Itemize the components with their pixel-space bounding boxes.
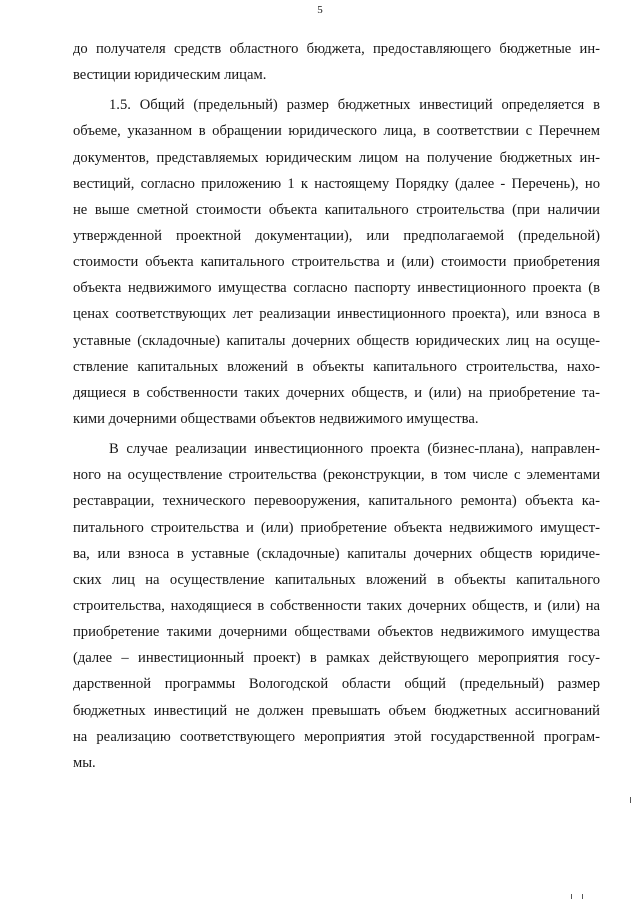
scan-artifact-mark xyxy=(582,894,583,899)
paragraph-2-line: объеме, указанном в обращении юридического лица, в соответствии с Перечнем xyxy=(73,123,600,140)
paragraph-3-line: (далее – инвестиционный проект) в рамках действующего мероприятия госу- xyxy=(73,650,600,667)
paragraph-3-line: реставрации, технического перевооружения, капитального ремонта) объекта ка- xyxy=(73,493,600,510)
paragraph-3-line: бюджетных инвестиций не должен превышать объем бюджетных ассигнований xyxy=(73,702,600,719)
paragraph-1-line: вестиции юридическим лицам. xyxy=(73,67,267,84)
paragraph-2-line: кими дочерними обществами объектов недвижимого имущества. xyxy=(73,410,479,427)
paragraph-2-line: ствление капитальных вложений в объекты капитального строительства, нахо- xyxy=(73,358,600,375)
scan-artifact-mark xyxy=(630,797,631,803)
paragraph-3-line: дарственной программы Вологодской области общий (предельный) размер xyxy=(73,676,600,693)
paragraph-3-line: ских лиц на осуществление капитальных вложений в объекты капитального xyxy=(73,571,600,588)
scan-artifact-mark xyxy=(571,894,572,899)
paragraph-2-line: уставные (складочные) капиталы дочерних обществ юридических лиц на осуще- xyxy=(73,332,600,349)
paragraph-3-line: на реализацию соответствующего мероприятия этой государственной програм- xyxy=(73,728,600,745)
paragraph-2-line: ценах соответствующих лет реализации инвестиционного проекта), или взноса в xyxy=(73,306,600,323)
paragraph-3-line: В случае реализации инвестиционного проекта (бизнес-плана), направлен- xyxy=(109,441,600,458)
paragraph-2-line: 1.5. Общий (предельный) размер бюджетных инвестиций определяется в xyxy=(109,97,600,114)
paragraph-2-line: объекта недвижимого имущества согласно паспорту инвестиционного проекта (в xyxy=(73,280,600,297)
paragraph-2-line: дящиеся в собственности таких дочерних обществ, и (или) на приобретение та- xyxy=(73,384,600,401)
paragraph-3-line: строительства, находящиеся в собственности таких дочерних обществ, и (или) на xyxy=(73,597,600,614)
document-body xyxy=(73,36,600,776)
paragraph-2-line: документов, представляемых юридическим лицом на получение бюджетных ин- xyxy=(73,149,600,166)
paragraph-2-line: вестиций, согласно приложению 1 к настоящему Порядку (далее - Перечень), но xyxy=(73,175,600,192)
paragraph-2-line: утвержденной проектной документации), или предполагаемой (предельной) xyxy=(73,227,600,244)
paragraph-3-line: ного на осуществление строительства (реконструкции, в том числе с элементами xyxy=(73,467,600,484)
paragraph-3-line: ва, или взноса в уставные (складочные) капиталы дочерних обществ юридиче- xyxy=(73,545,600,562)
paragraph-3-line: мы. xyxy=(73,754,96,771)
page-number: 5 xyxy=(317,4,323,16)
paragraph-2-line: стоимости объекта капитального строительства и (или) стоимости приобретения xyxy=(73,254,600,271)
paragraph-3-line: приобретение такими дочерними обществами объектов недвижимого имущества xyxy=(73,624,600,641)
paragraph-2-line: не выше сметной стоимости объекта капитального строительства (при наличии xyxy=(73,201,600,218)
paragraph-1-line: до получателя средств областного бюджета, предоставляющего бюджетные ин- xyxy=(73,41,600,57)
paragraph-3-line: питального строительства и (или) приобретение объекта недвижимого имущест- xyxy=(73,519,600,536)
